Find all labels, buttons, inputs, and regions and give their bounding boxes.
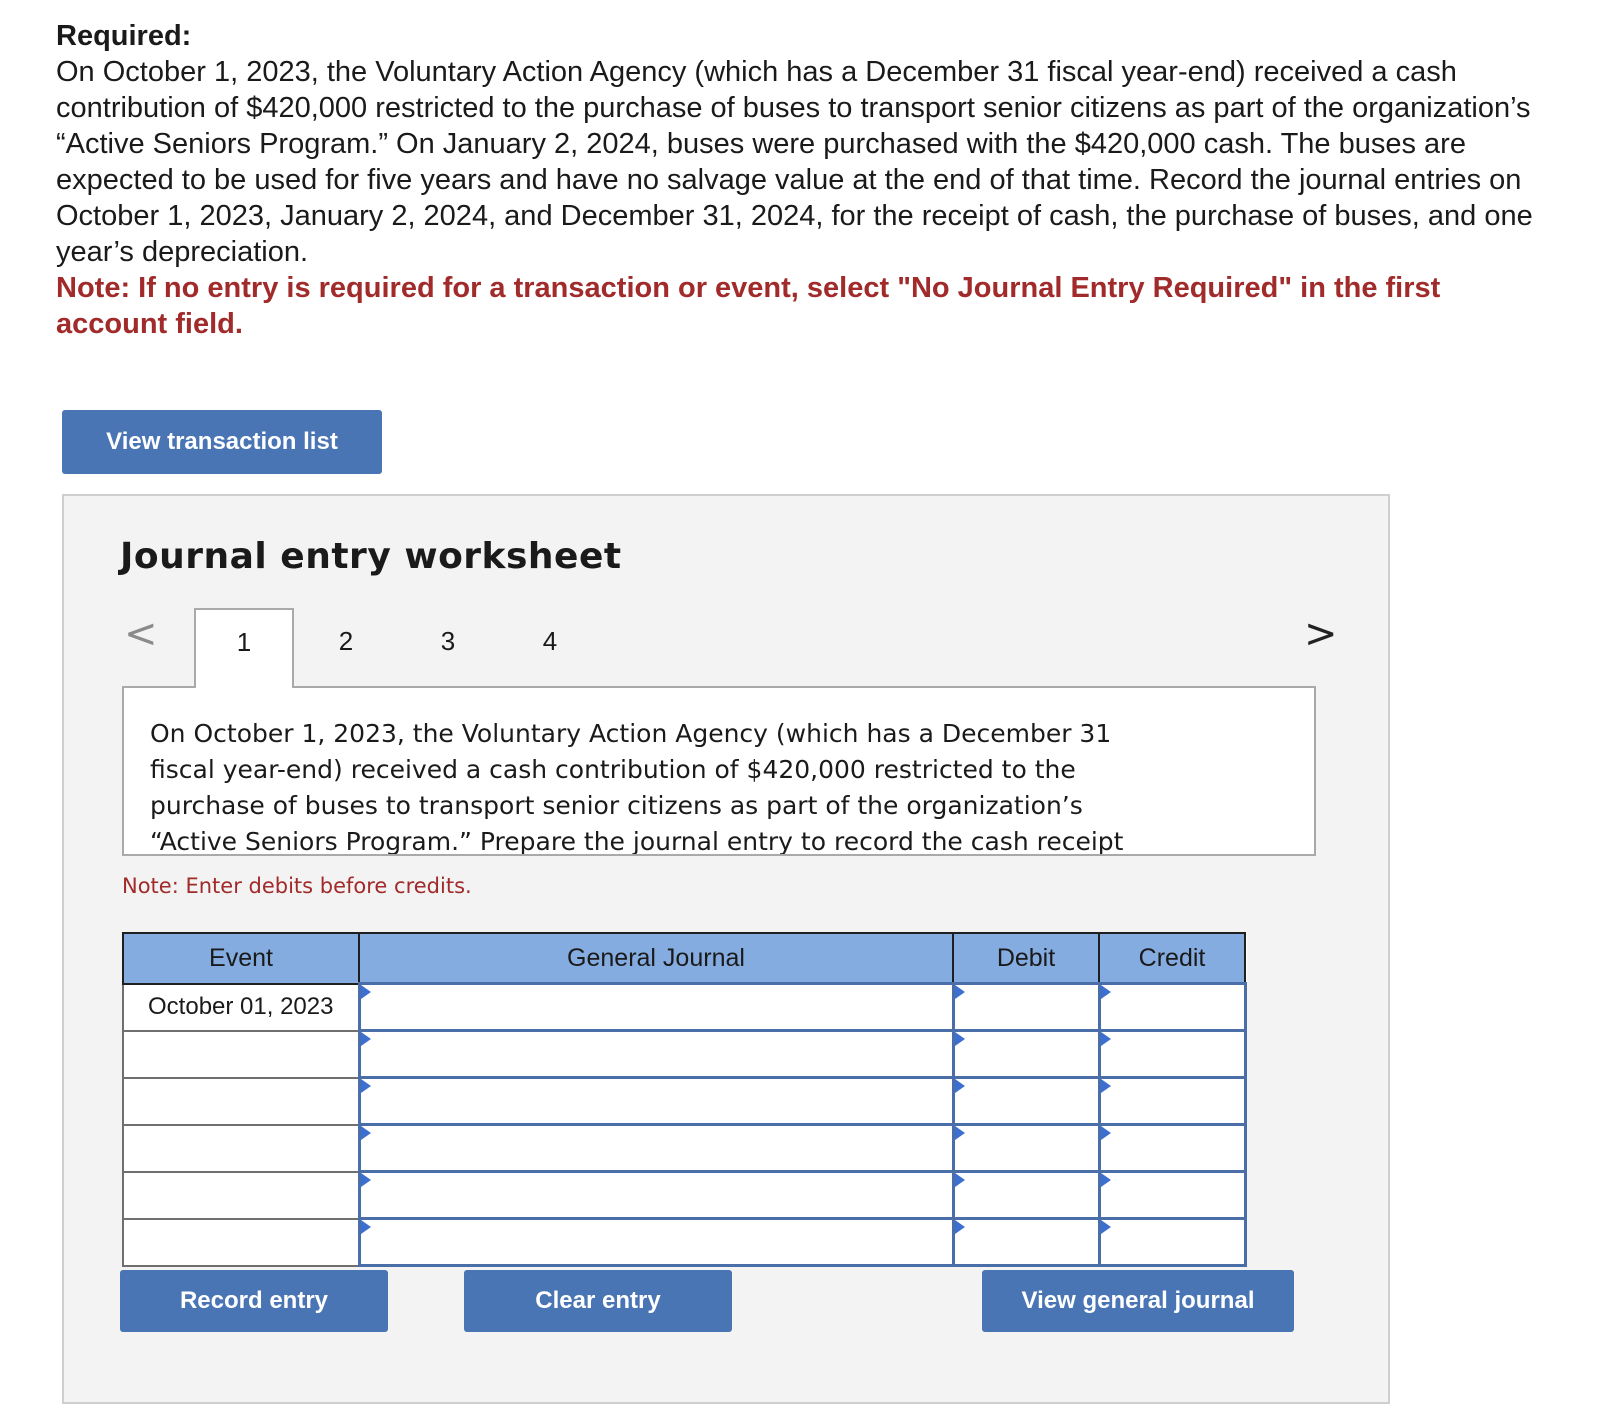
clear-entry-button[interactable]: Clear entry <box>464 1270 732 1332</box>
header-event: Event <box>123 933 359 984</box>
credit-input[interactable] <box>1099 1219 1245 1266</box>
view-transaction-list-button[interactable]: View transaction list <box>62 410 382 474</box>
event-cell: October 01, 2023 <box>123 984 359 1031</box>
transaction-description-text: On October 1, 2023, the Voluntary Action Agency (which has a December 31 fiscal year-end) received a cash contribution of $420,000 restricted to the purchase of buses to transport senior citizens as part of the organization’s “Active Seniors Program.” Prepare the journal entry to record the cash receipt <box>150 719 1124 856</box>
tab-2[interactable]: 2 <box>338 625 354 656</box>
table-row <box>123 984 1245 1031</box>
account-input[interactable] <box>359 984 953 1031</box>
debits-note: Note: Enter debits before credits. <box>122 874 472 898</box>
account-input[interactable] <box>359 1125 953 1172</box>
debit-input[interactable] <box>953 1125 1099 1172</box>
debit-input[interactable] <box>953 984 1099 1031</box>
credit-input[interactable] <box>1099 1125 1245 1172</box>
required-text: On October 1, 2023, the Voluntary Action Agency (which has a December 31 fiscal year-end) received a cash contribution of $420,000 restricted to the purchase of buses to transport senior citizens as part of the organization’s “Active Seniors Program.” On January 2, 2024, buses were purchased with the $420,000 cash. The buses are expected to be used for five years and have no salvage value at the end of that time. Record the journal entries on October 1, 2023, January 2, 2024, and December 31, 2024, for the receipt of cash, the purchase of buses, and one year’s depreciation. <box>56 56 1533 268</box>
debit-input[interactable] <box>953 1031 1099 1078</box>
header-general-journal: General Journal <box>359 933 953 984</box>
journal-entry-worksheet <box>62 494 1390 1404</box>
required-section <box>56 18 1556 342</box>
credit-input[interactable] <box>1099 984 1245 1031</box>
record-entry-button[interactable]: Record entry <box>120 1270 388 1332</box>
credit-input[interactable] <box>1099 1031 1245 1078</box>
event-cell <box>123 1078 359 1125</box>
journal-table <box>122 932 1247 1267</box>
account-input[interactable] <box>359 1031 953 1078</box>
credit-input[interactable] <box>1099 1078 1245 1125</box>
debit-input[interactable] <box>953 1219 1099 1266</box>
account-input[interactable] <box>359 1219 953 1266</box>
table-row <box>123 1078 1245 1125</box>
table-row <box>123 1219 1245 1266</box>
required-note: Note: If no entry is required for a transaction or event, select "No Journal Entry Required" in the first account field. <box>56 272 1441 340</box>
event-cell <box>123 1172 359 1219</box>
account-input[interactable] <box>359 1172 953 1219</box>
event-cell <box>123 1031 359 1078</box>
table-row <box>123 1125 1245 1172</box>
header-debit: Debit <box>953 933 1099 984</box>
event-cell <box>123 1219 359 1266</box>
table-row <box>123 1031 1245 1078</box>
debit-input[interactable] <box>953 1078 1099 1125</box>
account-input[interactable] <box>359 1078 953 1125</box>
credit-input[interactable] <box>1099 1172 1245 1219</box>
tab-1[interactable]: 1 <box>194 608 294 688</box>
debit-input[interactable] <box>953 1172 1099 1219</box>
tab-3[interactable]: 3 <box>440 625 456 656</box>
chevron-left-icon[interactable]: < <box>124 611 158 657</box>
worksheet-title: Journal entry worksheet <box>120 536 622 577</box>
chevron-right-icon[interactable]: > <box>1304 611 1338 657</box>
tab-4[interactable]: 4 <box>542 625 558 656</box>
required-label: Required: <box>56 20 192 52</box>
header-credit: Credit <box>1099 933 1245 984</box>
table-row <box>123 1172 1245 1219</box>
transaction-description <box>122 686 1316 856</box>
event-cell <box>123 1125 359 1172</box>
view-general-journal-button[interactable]: View general journal <box>982 1270 1294 1332</box>
